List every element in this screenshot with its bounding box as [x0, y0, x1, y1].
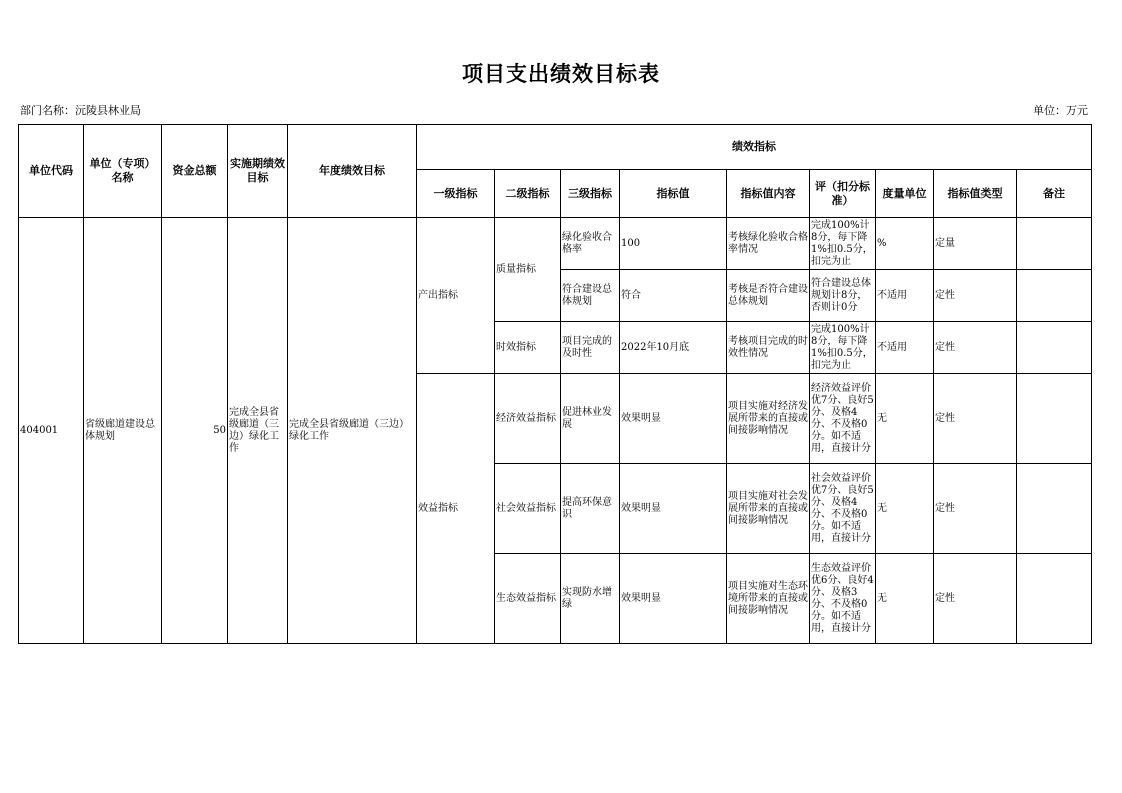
- header-indicator-content: 指标值内容: [727, 170, 810, 218]
- total-funds: 50: [162, 218, 228, 644]
- level2-cell: 社会效益指标: [495, 464, 561, 554]
- currency-unit: 单位：万元: [1033, 104, 1088, 117]
- unit-name: 省级廊道建设总体规划: [84, 218, 162, 644]
- remark-cell: [1017, 464, 1092, 554]
- score-cell: 符合建设总体规划计8分，否则计0分: [810, 270, 876, 322]
- indicator-content-cell: 项目实施对经济发展所带来的直接或间接影响情况: [727, 374, 810, 464]
- value-type-cell: 定性: [934, 554, 1017, 644]
- level2-cell: 经济效益指标: [495, 374, 561, 464]
- header-remark: 备注: [1017, 170, 1092, 218]
- indicator-value-cell: 效果明显: [620, 464, 727, 554]
- annual-goal: 完成全县省级廊道（三边）绿化工作: [288, 218, 417, 644]
- measure-unit-cell: %: [876, 218, 934, 270]
- indicator-content-cell: 考核项目完成的时效性情况: [727, 322, 810, 374]
- indicator-content-cell: 项目实施对生态环境所带来的直接或间接影响情况: [727, 554, 810, 644]
- indicator-content-cell: 项目实施对社会发展所带来的直接或间接影响情况: [727, 464, 810, 554]
- level2-cell: 质量指标: [495, 218, 561, 322]
- value-type-cell: 定性: [934, 464, 1017, 554]
- measure-unit-cell: 无: [876, 464, 934, 554]
- score-cell: 完成100%计8分，每下降1%扣0.5分，扣完为止: [810, 218, 876, 270]
- level3-cell: 提高环保意识: [561, 464, 620, 554]
- remark-cell: [1017, 218, 1092, 270]
- level3-cell: 促进林业发展: [561, 374, 620, 464]
- measure-unit-cell: 无: [876, 374, 934, 464]
- header-level2: 二级指标: [495, 170, 561, 218]
- header-annual-goal: 年度绩效目标: [288, 125, 417, 218]
- indicator-content-cell: 考核是否符合建设总体规划: [727, 270, 810, 322]
- indicator-value-cell: 2022年10月底: [620, 322, 727, 374]
- header-total-funds: 资金总额: [162, 125, 228, 218]
- remark-cell: [1017, 322, 1092, 374]
- level1-cell: 效益指标: [417, 374, 495, 644]
- header-unit-code: 单位代码: [19, 125, 84, 218]
- score-cell: 社会效益评价优7分、良好5分、及格4分、不及格0分。如不适用，直接计分: [810, 464, 876, 554]
- header-value-type: 指标值类型: [934, 170, 1017, 218]
- page-title: 项目支出绩效目标表: [462, 62, 660, 86]
- score-cell: 经济效益评价优7分、良好5分、及格4分、不及格0分。如不适用，直接计分: [810, 374, 876, 464]
- remark-cell: [1017, 554, 1092, 644]
- value-type-cell: 定量: [934, 218, 1017, 270]
- measure-unit-cell: 不适用: [876, 322, 934, 374]
- value-type-cell: 定性: [934, 270, 1017, 322]
- indicator-value-cell: 符合: [620, 270, 727, 322]
- value-type-cell: 定性: [934, 322, 1017, 374]
- indicator-value-cell: 100: [620, 218, 727, 270]
- header-period-goal: 实施期绩效目标: [228, 125, 288, 218]
- measure-unit-cell: 无: [876, 554, 934, 644]
- header-measure-unit: 度量单位: [876, 170, 934, 218]
- indicator-value-cell: 效果明显: [620, 374, 727, 464]
- department-name: 部门名称：沅陵县林业局: [20, 104, 141, 117]
- header-score: 评（扣分标准）: [810, 170, 876, 218]
- header-level3: 三级指标: [561, 170, 620, 218]
- remark-cell: [1017, 374, 1092, 464]
- header-performance: 绩效指标: [417, 125, 1092, 170]
- score-cell: 生态效益评价优6分、良好4分、及格3分、不及格0分。如不适用，直接计分: [810, 554, 876, 644]
- header-level1: 一级指标: [417, 170, 495, 218]
- indicator-content-cell: 考核绿化验收合格率情况: [727, 218, 810, 270]
- header-unit-name: 单位（专项）名称: [84, 125, 162, 218]
- indicator-value-cell: 效果明显: [620, 554, 727, 644]
- level3-cell: 符合建设总体规划: [561, 270, 620, 322]
- score-cell: 完成100%计8分，每下降1%扣0.5分，扣完为止: [810, 322, 876, 374]
- level2-cell: 生态效益指标: [495, 554, 561, 644]
- level1-cell: 产出指标: [417, 218, 495, 374]
- measure-unit-cell: 不适用: [876, 270, 934, 322]
- level3-cell: 实现防水增绿: [561, 554, 620, 644]
- unit-code: 404001: [19, 218, 84, 644]
- value-type-cell: 定性: [934, 374, 1017, 464]
- remark-cell: [1017, 270, 1092, 322]
- period-goal: 完成全县省级廊道（三边）绿化工作: [228, 218, 288, 644]
- performance-target-table: [18, 124, 1092, 644]
- header-indicator-value: 指标值: [620, 170, 727, 218]
- level3-cell: 绿化验收合格率: [561, 218, 620, 270]
- level2-cell: 时效指标: [495, 322, 561, 374]
- level3-cell: 项目完成的及时性: [561, 322, 620, 374]
